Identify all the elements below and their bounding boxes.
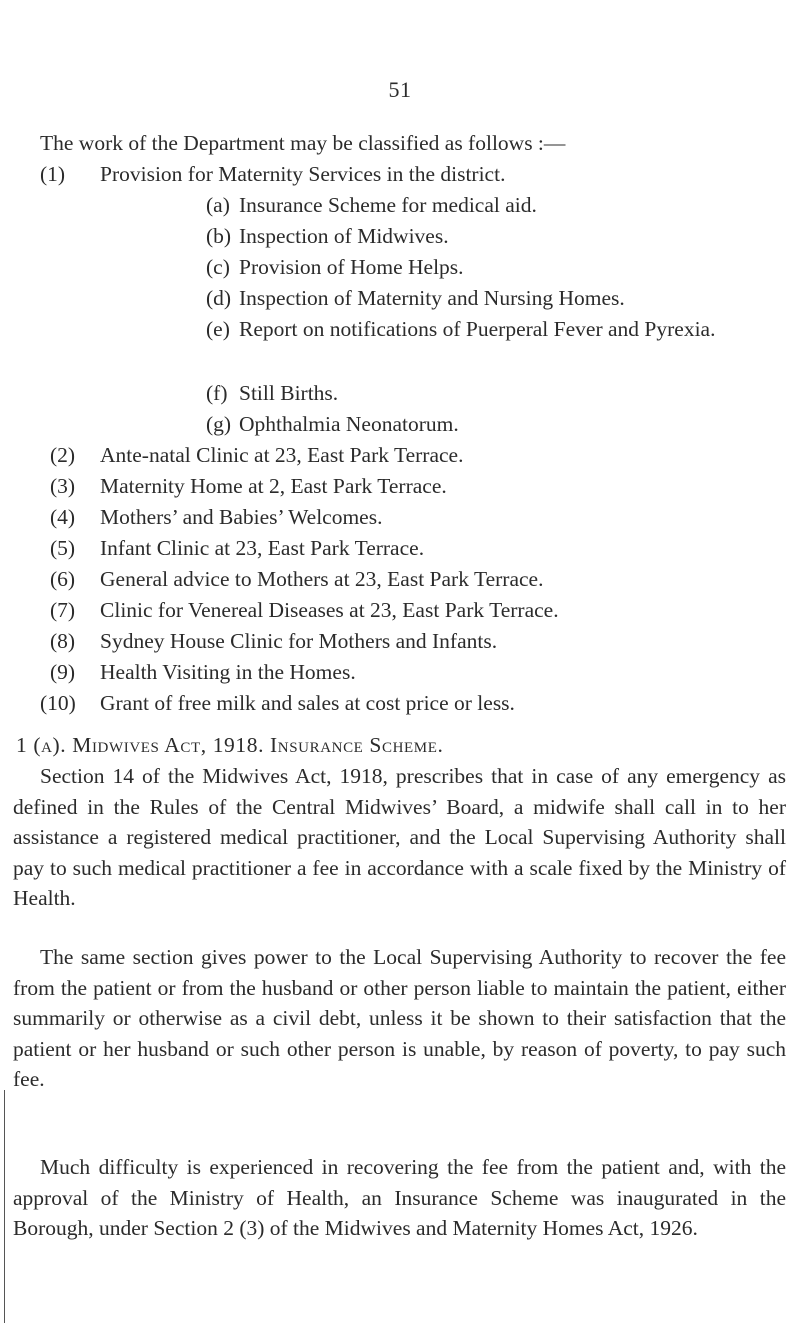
list-item-number: (7): [50, 598, 76, 622]
list-item-text: Infant Clinic at 23, East Park Terrace.: [100, 536, 425, 560]
sub-item-text: Still Births.: [239, 381, 339, 405]
sub-item-text: Inspection of Midwives.: [239, 224, 449, 248]
sub-item-letter: (f): [206, 381, 228, 405]
sub-item-text: Provision of Home Helps.: [239, 255, 464, 279]
list-item-number: (3): [50, 474, 76, 498]
sub-item-letter: (a): [206, 193, 230, 217]
list-item-number: (8): [50, 629, 76, 653]
section-heading: 1 (a). Midwives Act, 1918. Insurance Scheme.: [16, 733, 444, 757]
list-item-number: (2): [50, 443, 76, 467]
list-item-text: Sydney House Clinic for Mothers and Infants.: [100, 629, 498, 653]
list-item-text: Maternity Home at 2, East Park Terrace.: [100, 474, 447, 498]
list-item-text: General advice to Mothers at 23, East Park Terrace.: [100, 567, 544, 591]
margin-rule: [4, 1090, 5, 1323]
sub-item-letter: (d): [206, 286, 232, 310]
list-item-text: Grant of free milk and sales at cost price or less.: [100, 691, 515, 715]
paragraph: Much difficulty is experienced in recovering the fee from the patient and, with the approval of the Ministry of Health, an Insurance Scheme was inaugurated in the Borough, under Section 2 (3) of the Midwives and Maternity Homes Act, 1926.: [13, 1155, 786, 1240]
list-item-number: (1): [40, 162, 66, 186]
sub-item-text: Insurance Scheme for medical aid.: [239, 193, 537, 217]
list-item-number: (6): [50, 567, 76, 591]
sub-item-text: Ophthalmia Neonatorum.: [239, 412, 459, 436]
list-item-number: (5): [50, 536, 76, 560]
list-item-text: Mothers’ and Babies’ Welcomes.: [100, 505, 383, 529]
list-item-text: Provision for Maternity Services in the district.: [100, 162, 506, 186]
paragraph: The same section gives power to the Local Supervising Authority to recover the fee from the patient or from the husband or other person liable to maintain the patient, either summarily or otherwise as a civil debt, unless it be shown to their satisfaction that the patient or her husband or such other person is unable, by reason of poverty, to pay such fee.: [13, 945, 786, 1091]
sub-item-letter: (g): [206, 412, 232, 436]
list-item-number: (9): [50, 660, 76, 684]
paragraph: Section 14 of the Midwives Act, 1918, prescribes that in case of any emergency as defined in the Rules of the Central Midwives’ Board, a midwife shall call in to her assistance a registered medical practitioner, and the Local Supervising Authority shall pay to such medical practitioner a fee in accordance with a scale fixed by the Ministry of Health.: [13, 764, 786, 910]
sub-item-letter: (c): [206, 255, 230, 279]
list-item-number: (4): [50, 505, 76, 529]
page-number: 51: [388, 77, 412, 102]
sub-item-letter: (b): [206, 224, 232, 248]
list-item-text: Health Visiting in the Homes.: [100, 660, 356, 684]
intro-sentence: The work of the Department may be classified as follows :—: [40, 131, 566, 155]
sub-item-text: Report on notifications of Puerperal Fever and Pyrexia.: [239, 317, 716, 341]
sub-item-text: Inspection of Maternity and Nursing Homes.: [239, 286, 625, 310]
list-item-text: Clinic for Venereal Diseases at 23, East Park Terrace.: [100, 598, 559, 622]
list-item-text: Ante-natal Clinic at 23, East Park Terrace.: [100, 443, 464, 467]
sub-item-letter: (e): [206, 317, 230, 341]
list-item-number: (10): [40, 691, 76, 715]
